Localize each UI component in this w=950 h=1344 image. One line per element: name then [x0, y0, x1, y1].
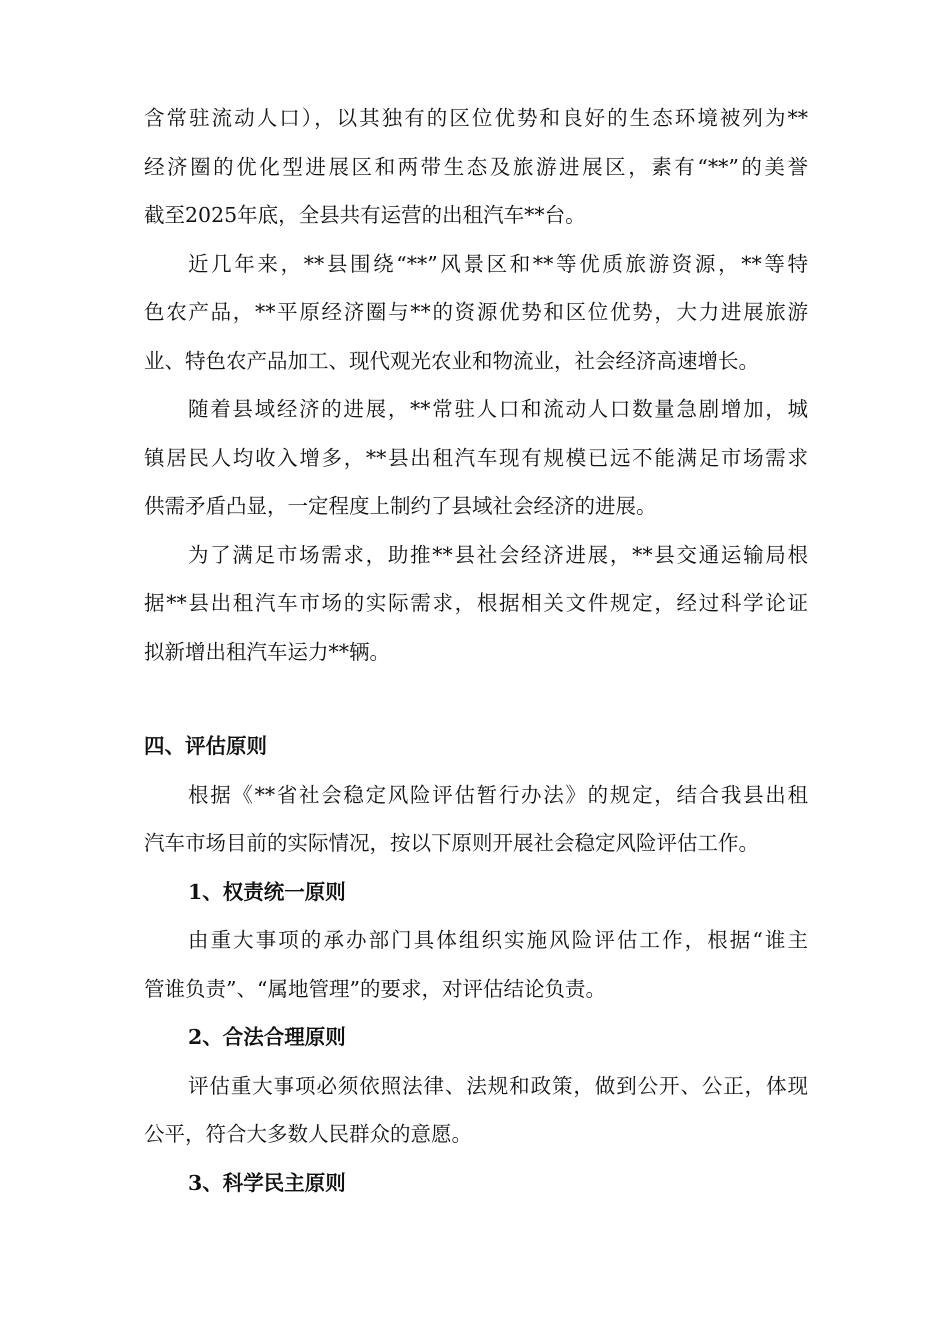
section-heading: 四、评估原则 [144, 734, 267, 758]
principle-heading: 2、合法合理原则 [188, 1025, 346, 1049]
principle-heading: 1、权责统一原则 [188, 879, 346, 904]
text-line: 为了满足市场需求，助推**县社会经济进展，**县交通运输局根 [188, 542, 808, 567]
text-line: 供需矛盾凸显，一定程度上制约了县域社会经济的进展。 [144, 494, 657, 518]
text-line: 近几年来，**县围绕“**”风景区和**等优质旅游资源，**等特 [188, 251, 808, 276]
paragraph-demand [144, 385, 808, 531]
paragraph-principle-2 [144, 1062, 808, 1159]
text-line: 业、特色农产品加工、现代观光农业和物流业，社会经济高速增长。 [144, 348, 759, 373]
text-line: 评估重大事项必须依照法律、法规和政策，做到公开、公正，体现 [188, 1073, 808, 1098]
text-line: 公平，符合大多数人民群众的意愿。 [144, 1122, 472, 1146]
section-spacer [144, 676, 808, 722]
paragraph-principle-1 [144, 916, 808, 1013]
text-line: 经济圈的优化型进展区和两带生态及旅游进展区，素有“**”的美誉 [144, 154, 808, 179]
text-line: 随着县域经济的进展，**常驻人口和流动人口数量急剧增加，城 [188, 397, 808, 421]
text-line: 含常驻流动人口），以其独有的区位优势和良好的生态环境被列为** [144, 106, 808, 130]
paragraph-proposal [144, 531, 808, 677]
text-line: 色农产品，**平原经济圈与**的资源优势和区位优势，大力进展旅游 [144, 300, 808, 324]
text-line: 镇居民人均收入增多，**县出租汽车现有规模已远不能满足市场需求 [144, 445, 808, 470]
paragraph-population [144, 94, 808, 240]
text-line: 截至2025年底，全县共有运营的出租汽车**台。 [144, 203, 586, 227]
text-line: 据**县出租汽车市场的实际需求，根据相关文件规定，经过科学论证 [144, 591, 808, 615]
text-line: 汽车市场目前的实际情况，按以下原则开展社会稳定风险评估工作。 [144, 831, 759, 855]
text-line: 由重大事项的承办部门具体组织实施风险评估工作，根据“谁主 [188, 928, 808, 952]
text-line: 管谁负责”、“属地管理”的要求，对评估结论负责。 [144, 976, 606, 1001]
paragraph-section-intro [144, 771, 808, 868]
document-body [144, 94, 808, 1207]
paragraph-development [144, 240, 808, 386]
text-line: 根据《**省社会稳定风险评估暂行办法》的规定，结合我县出租 [188, 782, 808, 807]
text-line: 拟新增出租汽车运力**辆。 [144, 639, 390, 664]
principle-heading: 3、科学民主原则 [188, 1170, 346, 1195]
